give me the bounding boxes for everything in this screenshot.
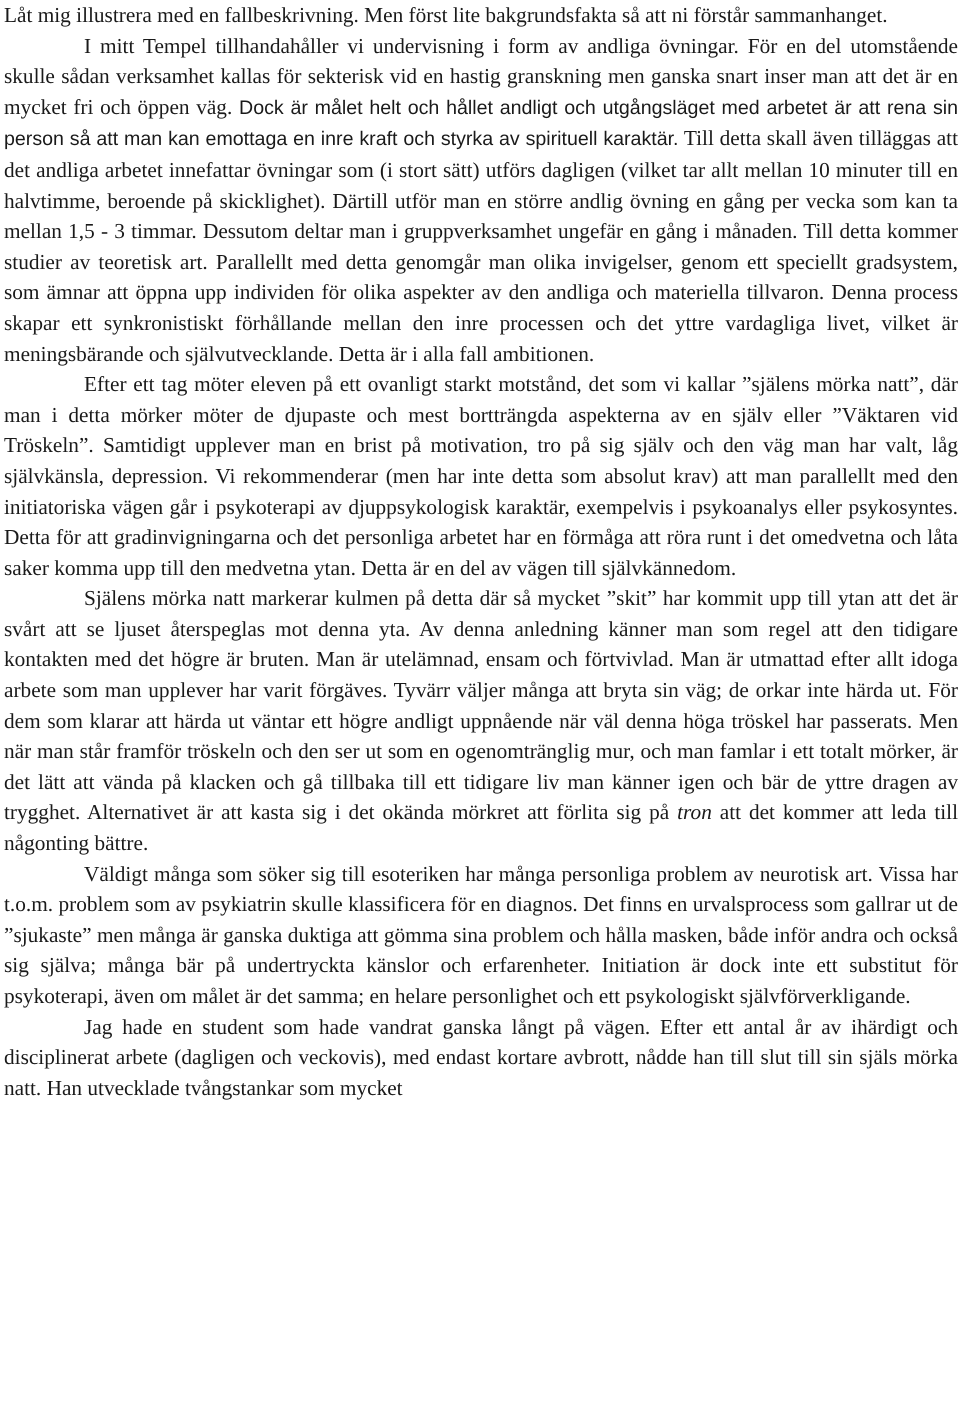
paragraph-temple <box>4 31 958 370</box>
document-page <box>4 0 958 1103</box>
text-run: Själens mörka natt markerar kulmen på detta där så mycket ”skit” har kommit upp till ytan att det är svårt att se ljuset återspeglas mot denna yta. Av denna anledning känner man som regel att den tidigare kontakten med det högre är bruten. Man är utelämnad, ensam och förtvivlad. Man är utmattad efter allt idoga arbete som man upplever har varit förgäves. Tyvärr väljer många att bryta sin väg; de orkar inte härda ut. För dem som klarar att härda ut väntar ett högre andligt uppnående när väl denna höga tröskel har passerats. Men när man står framför tröskeln och den ser ut som en ogenomtränglig mur, och man famlar i ett totalt mörker, är det lätt att vända på klacken och gå tillbaka till ett tidigare liv man känner igen och bär de yttre dragen av trygghet. Alternativet är att kasta sig i det okända mörkret att förlita sig på <box>4 586 958 825</box>
paragraph-esoteric <box>4 859 958 1012</box>
text-run-italic: tron <box>677 800 712 825</box>
text-run: Efter ett tag möter eleven på ett ovanligt starkt motstånd, det som vi kallar ”själens mörka natt”, där man i detta mörker möter de djupaste och mest bortträngda aspekterna av en själv eller ”Väktaren vid Tröskeln”. Samtidigt upplever man en brist på motivation, tro på sig själv och den väg man har valt, låg självkänsla, depression. Vi rekommenderar (men har inte detta som absolut krav) att man parallellt med den initiatoriska vägen går i psykoterapi av djuppsykologisk karaktär, exempelvis i psykoanalys eller psykosyntes. Detta för att gradinvigningarna och det personliga arbetet har en förmåga att röra runt i det omedvetna och låta saker komma upp till den medvetna ytan. Detta är en del av vägen till självkännedom. <box>4 372 958 580</box>
text-run-sans: Dock är målet helt och hållet andligt och utgångsläget med arbetet är att rena sin person så att man kan emottaga en inre kraft och styrka av spirituell karaktär. <box>4 96 959 151</box>
text-run: Låt mig illustrera med en fallbeskrivning. Men först lite bakgrundsfakta så att ni förstår sammanhanget. <box>4 3 888 27</box>
paragraph-dark-night <box>4 583 958 858</box>
text-run: Väldigt många som söker sig till esoteriken har många personliga problem av neurotisk art. Vissa har t.o.m. problem som av psykiatrin skulle klassificera för en diagnos. Det finns en urvalsprocess som gallrar ut de ”sjukaste” men många är ganska duktiga att gömma sina problem och hålla masken, både inför andra och också sig själva; många bär på undertryckta känslor och erfarenheter. Initiation är dock inte ett substitut för psykoterapi, även om målet är det samma; en helare personlighet och ett psykologiskt självförverkligande. <box>4 861 958 1008</box>
text-run: I mitt Tempel tillhandahåller vi undervisning i form av andliga övningar. För en del utomstående skulle sådan verksamhet kallas för sekterisk vid en hastig granskning men ganska snart inser man att det är en mycket fri och öppen väg. <box>4 33 958 119</box>
text-run: Jag hade en student som hade vandrat ganska långt på vägen. Efter ett antal år av ihärdigt och disciplinerat arbete (dagligen och veckovis), med endast kortare avbrott, nådde han till slut till sin själs mörka natt. Han utvecklade tvångstankar som mycket <box>4 1014 958 1100</box>
text-run: Till detta skall även tilläggas att det andliga arbetet innefattar övningar som (i stort sätt) utförs dagligen (vilket tar allt mellan 10 minuter till en halvtimme, beroende på skicklighet). Därtill utför man en större andlig övning en gång per vecka som kan ta mellan 1,5 - 3 timmar. Dessutom deltar man i gruppverksamhet ungefär en gång i månaden. Till detta kommer studier av teoretisk art. Parallellt med detta genomgår man olika invigelser, genom ett speciellt gradsystem, som ämnar att öppna upp individen för olika aspekter av den andliga och materiella tillvaron. Denna process skapar ett synkronistiskt förhållande mellan den inre processen och det yttre vardagliga livet, vilket är meningsbärande och självutvecklande. Detta är i alla fall ambitionen. <box>4 126 958 366</box>
paragraph-student <box>4 1012 958 1104</box>
text-run: att det kommer att leda till någonting bättre. <box>4 800 958 856</box>
paragraph-resistance <box>4 369 958 583</box>
paragraph-intro <box>4 0 958 31</box>
